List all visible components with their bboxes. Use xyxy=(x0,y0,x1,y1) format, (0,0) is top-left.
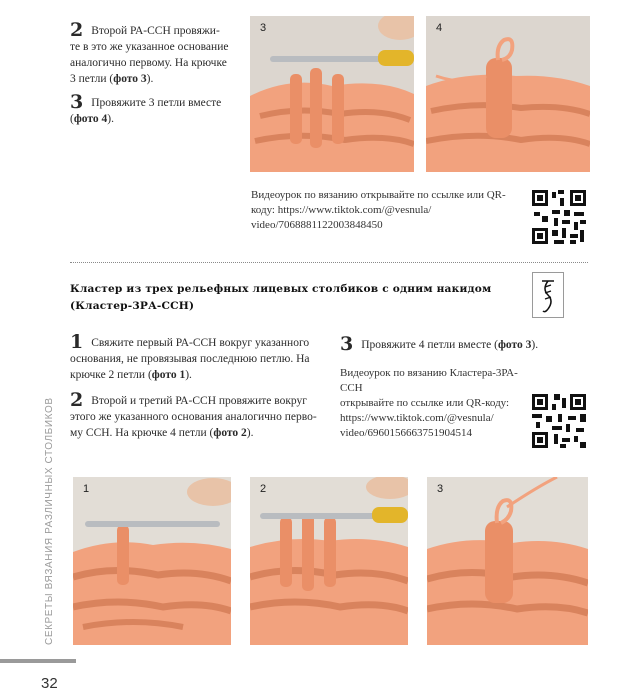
page-number: 32 xyxy=(41,675,58,692)
photo-section-3 xyxy=(427,477,588,645)
photo-top-3 xyxy=(250,16,414,172)
photo-label: 4 xyxy=(436,22,443,34)
crochet-photo-image xyxy=(250,477,408,645)
step-number: 2 xyxy=(70,389,84,411)
photo-label: 2 xyxy=(260,483,267,495)
step-number: 1 xyxy=(70,331,84,353)
top-video-caption: Видеоурок по вязанию открывайте по ссылке или QR- коду: https://www.tiktok.com/@vesnula/ video/7068881122003848450 xyxy=(251,189,506,231)
qr-code-icon xyxy=(530,188,588,246)
photo-section-1 xyxy=(73,477,231,645)
photo-label: 3 xyxy=(437,483,444,495)
photo-label: 1 xyxy=(83,483,90,495)
section-video-caption: Видеоурок по вязанию Кластера-3РА-ССН открывайте по ссылке или QR-коду: https://www.tiktok.com/@vesnula/ video/6960156663751904514 xyxy=(340,367,518,439)
qr-code-icon xyxy=(530,392,588,450)
section-heading: Кластер из трех рельефных лицевых столбиков с одним накидом (Кластер-3РА-ССН) xyxy=(70,283,492,312)
top-step-3: 3 Провяжите 3 петли вместе (фото 4). xyxy=(70,91,222,125)
step-number: 3 xyxy=(70,91,84,113)
qr-code-section[interactable] xyxy=(530,392,588,450)
photo-section-2 xyxy=(250,477,408,645)
crochet-photo-image xyxy=(73,477,231,645)
qr-code-top[interactable] xyxy=(530,188,588,246)
section-divider xyxy=(70,262,588,263)
chapter-sidebar-title: СЕКРЕТЫ ВЯЗАНИЯ РАЗЛИЧНЫХ СТОЛБИКОВ xyxy=(44,397,55,645)
crochet-photo-image xyxy=(250,16,414,172)
cluster-stitch-icon xyxy=(533,273,563,317)
step-number: 3 xyxy=(340,333,354,355)
cluster-symbol-icon xyxy=(532,272,564,318)
section-step-2: 2 Второй и третий РА-ССН провяжите вокруг этого же указанного основания аналогично перво- му ССН. На крючке 4 петли (фото 2). xyxy=(70,389,317,439)
photo-top-4 xyxy=(426,16,590,172)
photo-label: 3 xyxy=(260,22,267,34)
crochet-photo-image xyxy=(427,477,588,645)
crochet-photo-image xyxy=(426,16,590,172)
page-footer-rule xyxy=(0,659,76,663)
step-number: 2 xyxy=(70,19,84,41)
section-step-1: 1 Свяжите первый РА-ССН вокруг указанного основания, не провязывая последнюю петлю. На крючке 2 петли (фото 1). xyxy=(70,331,310,381)
top-step-2: 2 Второй РА-ССН провяжи- те в это же указанное основание аналогично первому. На крючке 3 петли (фото 3). xyxy=(70,19,229,85)
section-step-3: 3 Провяжите 4 петли вместе (фото 3). xyxy=(340,333,539,355)
